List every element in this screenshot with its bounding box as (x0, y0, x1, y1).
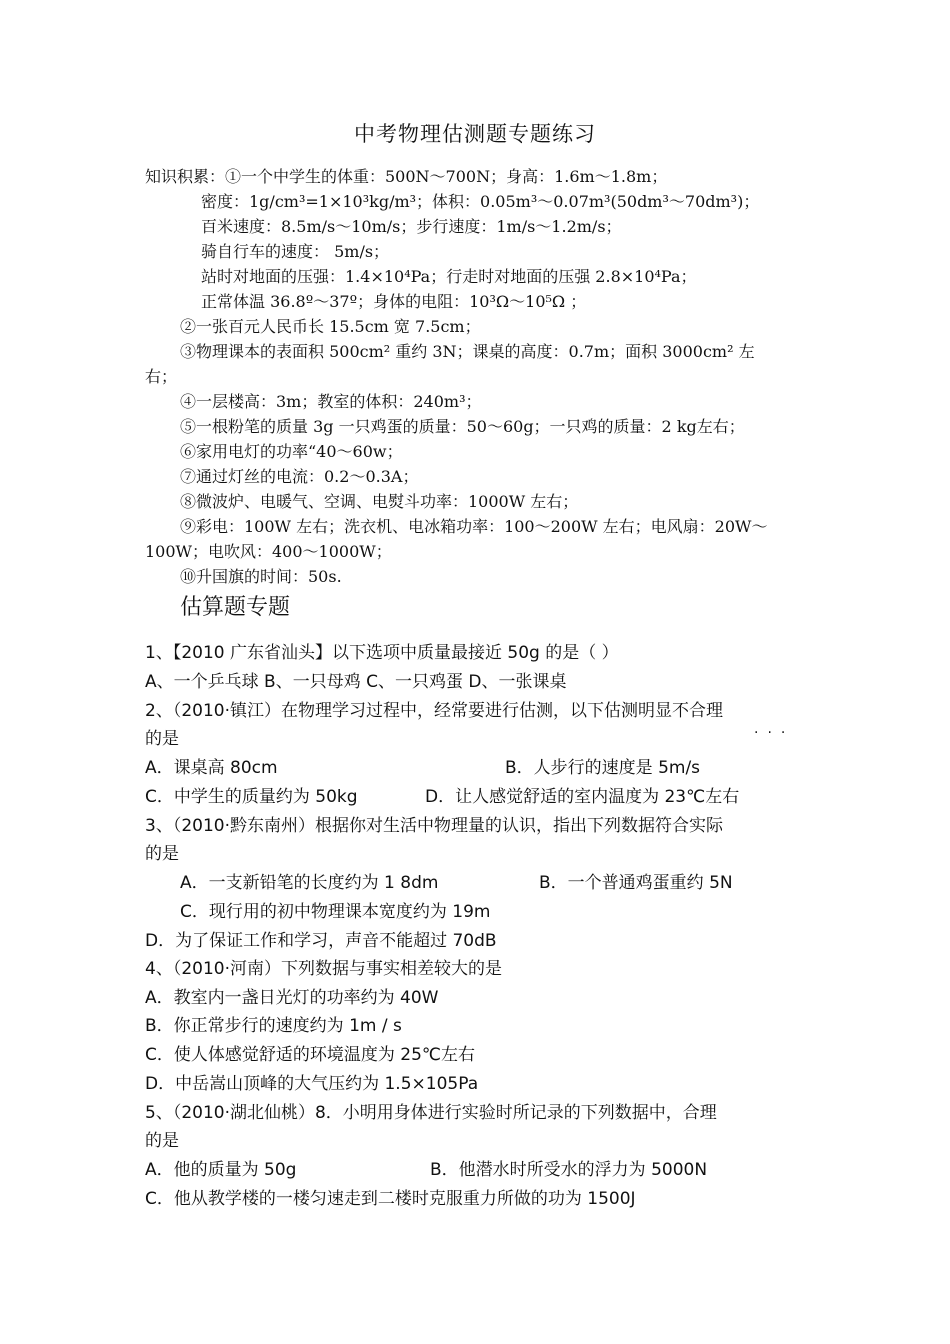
knowledge-line-12: ⑥家用电灯的功率“40～60w； (180, 442, 403, 461)
knowledge-line-7: ②一张百元人民币长 15.5cm 宽 7.5cm； (180, 317, 481, 336)
knowledge-line-15: ⑨彩电：100W 左右；洗衣机、电冰箱功率：100～200W 左右；电风扇：20W～ (180, 517, 768, 536)
q5-option-b: B．他潜水时所受水的浮力为 5000N (430, 1160, 708, 1180)
q4-stem: 4、（2010·河南）下列数据与事实相差较大的是 (145, 959, 502, 979)
knowledge-line-1: 知识积累：①一个中学生的体重：500N～700N；身高：1.6m～1.8m； (145, 167, 668, 186)
knowledge-line-17: ⑩升国旗的时间：50s. (180, 567, 342, 586)
q2-option-b: B．人步行的速度是 5m/s (505, 758, 701, 778)
knowledge-line-11: ⑤一根粉笔的质量 3g 一只鸡蛋的质量：50～60g；一只鸡的质量：2 kg左右； (180, 417, 745, 436)
q4-option-a: A．教室内一盏日光灯的功率约为 40W (145, 988, 439, 1008)
q2-option-a: A．课桌高 80cm (145, 758, 278, 778)
emphasis-dots: ··· (754, 725, 795, 741)
q2-stem: 2、（2010·镇江）在物理学习过程中，经常要进行估测，以下估测明显不合理 (145, 701, 723, 721)
knowledge-line-4: 骑自行车的速度： 5m/s； (201, 242, 390, 261)
q3-option-c: C．现行用的初中物理课本宽度约为 19m (180, 902, 491, 922)
q5-option-a: A．他的质量为 50g (145, 1160, 297, 1180)
q4-option-c: C．使人体感觉舒适的环境温度为 25℃左右 (145, 1045, 475, 1065)
section-title: 估算题专题 (180, 595, 291, 620)
knowledge-line-5: 站时对地面的压强：1.4×10⁴Pa；行走时对地面的压强 2.8×10⁴Pa； (201, 267, 697, 286)
q2-option-c: C．中学生的质量约为 50kg (145, 787, 358, 807)
q4-option-d: D．中岳嵩山顶峰的大气压约为 1.5×105Pa (145, 1074, 479, 1094)
knowledge-line-2: 密度：1g/cm³=1×10³kg/m³；体积：0.05m³～0.07m³(50dm³～70dm³)； (201, 192, 760, 211)
q2-option-d: D．让人感觉舒适的室内温度为 23℃左右 (425, 787, 740, 807)
q1-options: A、一个乒乓球 B、一只母鸡 C、一只鸡蛋 D、一张课桌 (145, 672, 567, 692)
q3-option-d: D．为了保证工作和学习，声音不能超过 70dB (145, 931, 497, 951)
q3-stem: 3、（2010·黔东南州）根据你对生活中物理量的认识，指出下列数据符合实际 (145, 816, 723, 836)
knowledge-line-13: ⑦通过灯丝的电流：0.2～0.3A； (180, 467, 419, 486)
knowledge-line-10: ④一层楼高：3m；教室的体积：240m³； (180, 392, 482, 411)
knowledge-line-14: ⑧微波炉、电暖气、空调、电熨斗功率：1000W 左右； (180, 492, 579, 511)
q4-option-b: B．你正常步行的速度约为 1m / s (145, 1016, 402, 1036)
q3-option-b: B．一个普通鸡蛋重约 5N (539, 873, 733, 893)
knowledge-line-6: 正常体温 36.8º～37º；身体的电阻：10³Ω～10⁵Ω ； (201, 292, 587, 311)
q2-stem-cont: 的是 (145, 729, 179, 749)
knowledge-line-16: 100W；电吹风：400～1000W； (145, 542, 392, 561)
q5-option-c: C．他从教学楼的一楼匀速走到二楼时克服重力所做的功为 1500J (145, 1189, 636, 1209)
knowledge-line-9: 右； (145, 367, 178, 386)
q5-stem-cont: 的是 (145, 1131, 179, 1151)
q3-option-a: A．一支新铅笔的长度约为 1 8dm (180, 873, 439, 893)
q3-stem-cont: 的是 (145, 844, 179, 864)
knowledge-line-8: ③物理课本的表面积 500cm² 重约 3N；课桌的高度：0.7m；面积 3000cm² 左 (180, 342, 755, 361)
knowledge-line-3: 百米速度：8.5m/s～10m/s；步行速度：1m/s～1.2m/s； (201, 217, 622, 236)
q1-stem: 1、【2010 广东省汕头】以下选项中质量最接近 50g 的是（ ） (145, 643, 619, 663)
page-title: 中考物理估测题专题练习 (354, 122, 596, 146)
q5-stem: 5、（2010·湖北仙桃）8．小明用身体进行实验时所记录的下列数据中，合理 (145, 1103, 717, 1123)
